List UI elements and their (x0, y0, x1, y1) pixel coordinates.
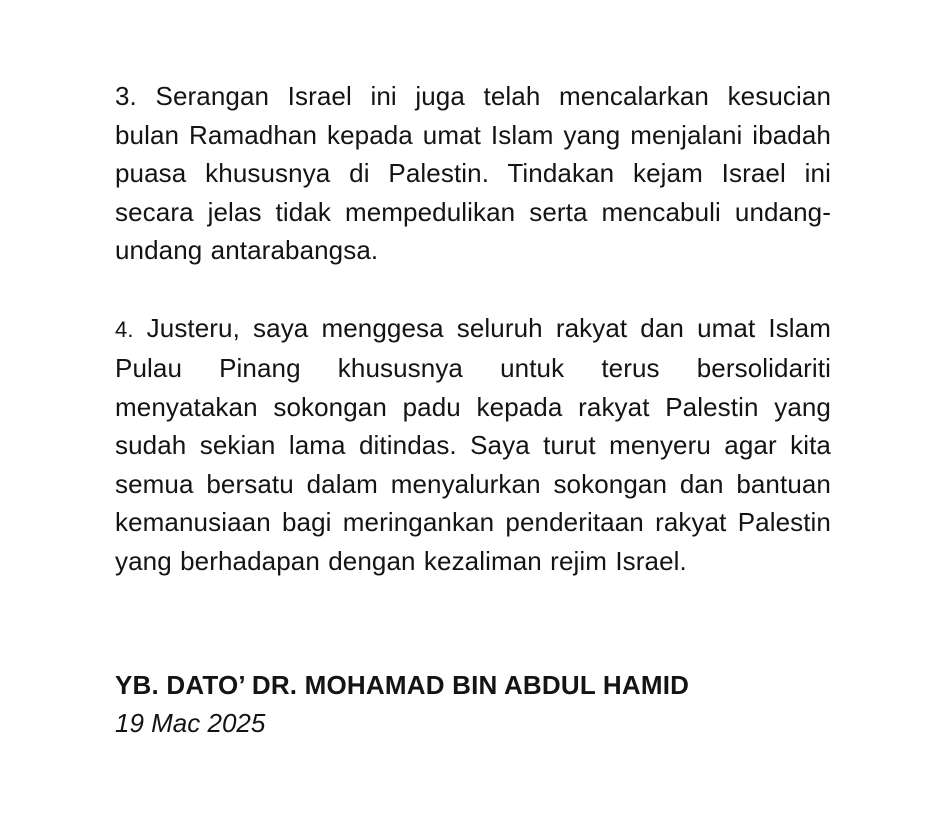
statement-paragraph-3 (115, 77, 831, 270)
signature-date: 19 Mac 2025 (115, 708, 266, 738)
paragraph-text: Serangan Israel ini juga telah mencalarkan kesucian bulan Ramadhan kepada umat Islam yang menjalani ibadah puasa khususnya di Palestin. Tindakan kejam Israel ini secara jelas tidak mempedulikan serta mencabuli undang-undang antarabangsa. (115, 81, 831, 265)
signature-name: YB. DATO’ DR. MOHAMAD BIN ABDUL HAMID (115, 670, 690, 700)
statement-body (115, 77, 831, 742)
paragraph-number: 4. (115, 316, 134, 342)
signature-block (115, 666, 831, 742)
paragraph-text: Justeru, saya menggesa seluruh rakyat dan umat Islam Pulau Pinang khususnya untuk terus bersolidariti menyatakan sokongan padu kepada rakyat Palestin yang sudah sekian lama ditindas. Saya turut menyeru agar kita semua bersatu dalam menyalurkan sokongan dan bantuan kemanusiaan bagi meringankan penderitaan rakyat Palestin yang berhadapan dengan kezaliman rejim Israel. (115, 312, 831, 576)
paragraph-number: 3. (115, 81, 137, 111)
statement-paragraph-4 (115, 309, 831, 581)
